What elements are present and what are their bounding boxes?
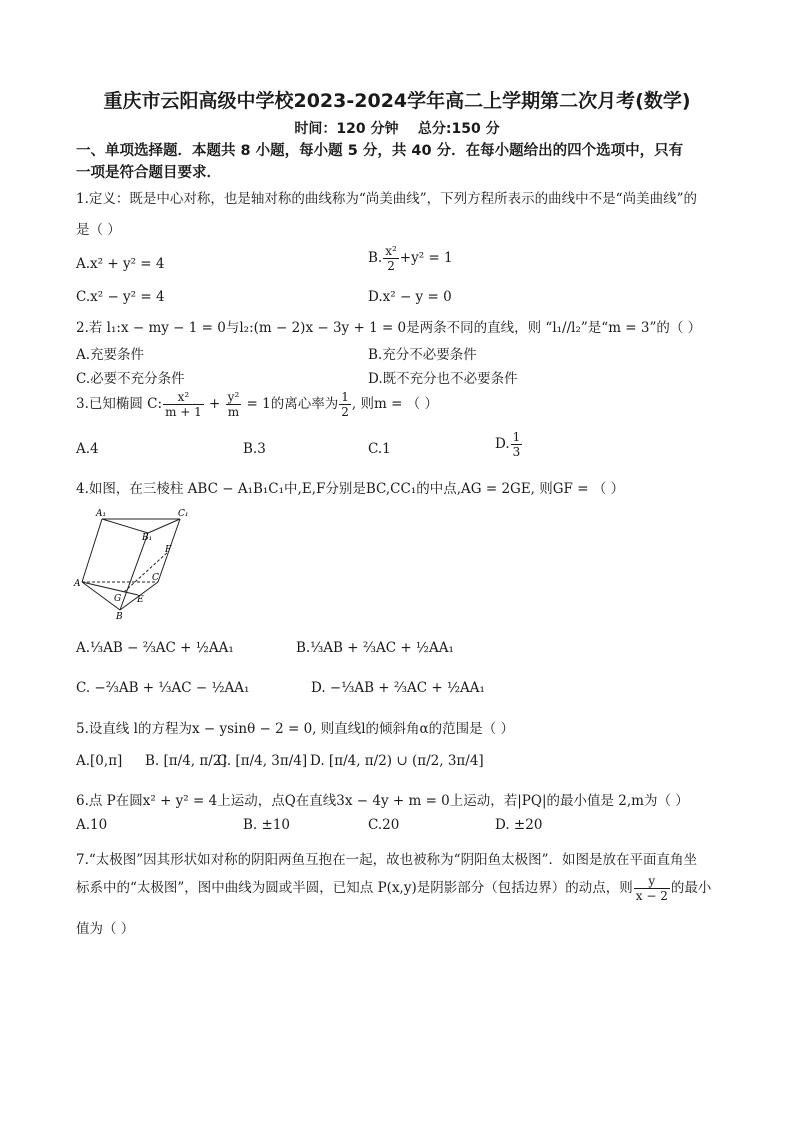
q1-stem-line1: 1.定义：既是中心对称，也是轴对称的曲线称为“尚美曲线”，下列方程所表示的曲线中不是“尚美曲线”的 <box>76 191 697 207</box>
q6-option-d: D. ±20 <box>495 817 543 833</box>
q3-fraction-1 <box>163 390 204 419</box>
label-e: E <box>137 595 144 605</box>
q3-f2-num: y² <box>227 390 240 404</box>
q5-option-a: A.[0,π] <box>76 753 123 769</box>
q7-stem-line2 <box>76 874 711 903</box>
q3-option-d-den: 3 <box>512 445 521 459</box>
q3-f3-num: 1 <box>341 390 349 404</box>
q1-option-d: D.x² − y = 0 <box>368 289 452 305</box>
q4-option-d: D. −⅓AB + ⅔AC + ½AA₁ <box>311 680 485 696</box>
q7-stem-line3: 值为（ ） <box>76 921 135 937</box>
label-c1: C₁ <box>178 509 189 519</box>
q2-option-b: B.充分不必要条件 <box>368 347 477 363</box>
q1-option-b-numerator: x² <box>385 244 397 258</box>
q6-option-c: C.20 <box>368 817 400 833</box>
q5-stem: 5.设直线 l的方程为x − ysinθ − 2 = 0, 则直线l的倾斜角α的范围是（ ） <box>76 721 514 737</box>
q1-option-b-suffix: +y² = 1 <box>399 250 453 266</box>
q3-stem <box>76 390 438 419</box>
q7-fraction-num: y <box>634 874 670 889</box>
q7-line2-suffix: 的最小 <box>670 880 712 896</box>
section-heading <box>76 140 726 184</box>
q3-option-a: A.4 <box>76 441 99 457</box>
q1-option-b <box>368 244 453 273</box>
q3-f1-den: m + 1 <box>165 405 202 419</box>
q3-fraction-2 <box>226 390 242 419</box>
q7-stem-line1: 7.“太极图”因其形状如对称的阴阳两鱼互抱在一起，故也被称为“阴阳鱼太极图”．如图是放在平面直角坐 <box>76 852 697 868</box>
exam-title: 重庆市云阳高级中学校2023-2024学年高二上学期第二次月考(数学) <box>103 90 691 112</box>
q2-stem: 2.若 l₁:x − my − 1 = 0与l₂:(m − 2)x − 3y + 1 = 0是两条不同的直线，则 “l₁//l₂”是“m = 3”的（ ） <box>76 320 702 336</box>
q3-plus: + <box>204 396 225 412</box>
q5-option-b: B. [π/4, π/2] <box>145 753 227 769</box>
section-heading-line1: 一、单项选择题．本题共 8 小题，每小题 5 分，共 40 分．在每小题给出的四个选项中，只有 <box>76 143 684 159</box>
q3-option-d <box>495 430 523 459</box>
q7-fraction-den: x − 2 <box>635 889 668 903</box>
q5-option-c: C. [π/4, 3π/4] <box>217 753 308 769</box>
label-c: C <box>152 573 159 583</box>
section-heading-line2: 一项是符合题目要求． <box>76 165 221 181</box>
q4-option-a: A.⅓AB − ⅔AC + ½AA₁ <box>76 640 234 656</box>
q3-fraction-3 <box>339 390 351 419</box>
label-b: B <box>116 612 123 621</box>
q3-f1-num: x² <box>163 390 204 405</box>
q6-option-b: B. ±10 <box>243 817 290 833</box>
q3-option-d-fraction <box>511 430 523 459</box>
q2-option-c: C.必要不充分条件 <box>76 371 185 387</box>
q4-stem: 4.如图，在三棱柱 ABC − A₁B₁C₁中,E,F分别是BC,CC₁的中点,AG = 2GE, 则GF = （ ） <box>76 481 625 497</box>
q7-line2-prefix: 标系中的“太极图”，图中曲线为圆或半圆，已知点 P(x,y)是阴影部分（包括边界）的动点，则 <box>76 880 633 896</box>
q6-stem: 6.点 P在圆x² + y² = 4上运动，点Q在直线3x − 4y + m = 0上运动，若|PQ|的最小值是 2,m为（ ） <box>76 793 689 809</box>
q1-option-c: C.x² − y² = 4 <box>76 289 165 305</box>
q3-option-d-prefix: D. <box>495 436 510 452</box>
q1-stem-line2: 是（ ） <box>76 222 121 238</box>
label-a: A <box>74 579 81 589</box>
q1-option-a: A.x² + y² = 4 <box>76 256 165 272</box>
prism-figure <box>72 506 202 621</box>
q7-fraction <box>634 874 670 903</box>
q5-option-d: D. [π/4, π/2) ∪ (π/2, 3π/4] <box>310 753 484 769</box>
q6-option-a: A.10 <box>76 817 108 833</box>
q3-option-c: C.1 <box>368 441 391 457</box>
q3-f3-den: 2 <box>341 405 349 419</box>
q2-option-d: D.既不充分也不必要条件 <box>368 371 518 387</box>
exam-subtitle: 时间：120 分钟 总分:150 分 <box>294 121 500 137</box>
label-a1: A₁ <box>96 509 107 519</box>
q4-option-c: C. −⅔AB + ⅓AC − ½AA₁ <box>76 680 250 696</box>
q2-option-a: A.充要条件 <box>76 347 145 363</box>
q3-suffix: , 则m = （ ） <box>351 396 438 412</box>
q4-option-b: B.⅓AB + ⅔AC + ½AA₁ <box>296 640 454 656</box>
label-g: G <box>114 594 122 604</box>
q3-prefix: 3.已知椭圆 C: <box>76 396 163 412</box>
q1-option-b-denominator: 2 <box>387 259 395 273</box>
q3-option-b: B.3 <box>243 441 266 457</box>
q3-f2-den: m <box>227 405 240 419</box>
q1-option-b-fraction <box>383 244 399 273</box>
q3-option-d-num: 1 <box>512 430 521 444</box>
label-b1: B₁ <box>142 533 153 543</box>
label-f: F <box>165 545 172 555</box>
q1-option-b-prefix: B. <box>368 250 383 266</box>
q3-mid: = 1的离心率为 <box>242 396 339 412</box>
